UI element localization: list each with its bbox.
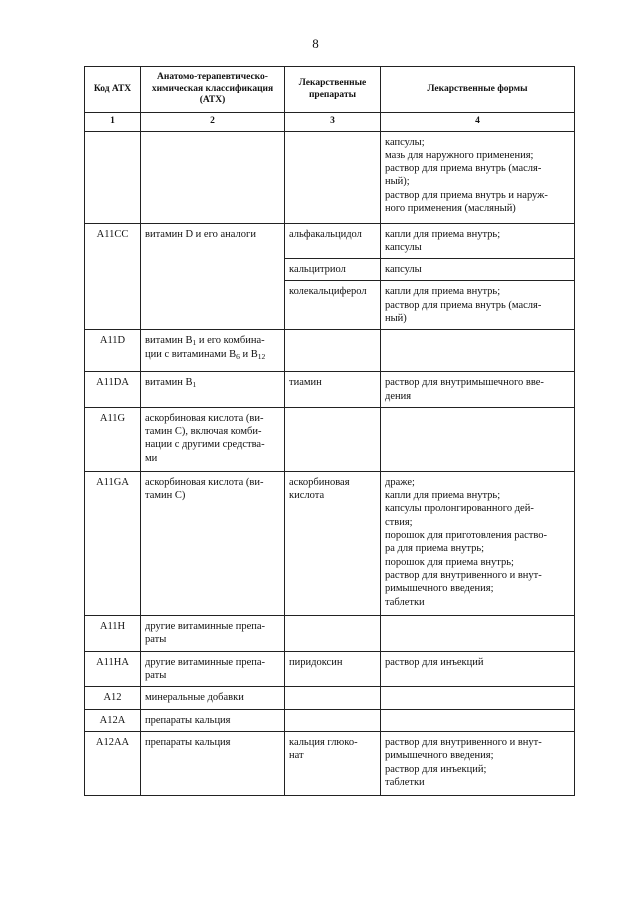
dosage-forms-cell: капли для приема внутрь; капсулы	[381, 223, 575, 259]
header-drugs: Лекарственные препараты	[285, 67, 381, 113]
atx-code-cell: A11GA	[85, 471, 141, 615]
classification-cell: аскорбиновая кислота (ви- тамин С)	[141, 471, 285, 615]
table-row	[85, 651, 575, 687]
drug-cell: альфакальцидол	[285, 223, 381, 259]
dosage-forms-cell	[381, 407, 575, 471]
dosage-forms-cell: драже; капли для приема внутрь; капсулы пролонгированного дей- ствия; порошок для приготовления раство- ра для приема внутрь; порошок для приема внутрь; раствор для внутривенного и внут- римышечного введения; таблетки	[381, 471, 575, 615]
subscript-text: 6	[236, 351, 240, 361]
table-row	[85, 223, 575, 259]
drug-cell	[285, 330, 381, 372]
classification-cell: препараты кальция	[141, 709, 285, 731]
dosage-forms-cell: капсулы	[381, 259, 575, 281]
subscript-text: 1	[192, 380, 197, 390]
drug-cell: тиамин	[285, 372, 381, 408]
dosage-forms-cell	[381, 330, 575, 372]
table-row	[85, 330, 575, 372]
table-row	[85, 709, 575, 731]
table-body	[85, 131, 575, 796]
column-number: 2	[141, 113, 285, 132]
classification-cell: другие витаминные препа- раты	[141, 615, 285, 651]
dosage-forms-cell: капли для приема внутрь; раствор для приема внутрь (масля- ный)	[381, 281, 575, 330]
dosage-forms-cell: раствор для внутривенного и внут- римышечного введения; раствор для инъекций; таблетки	[381, 732, 575, 796]
dosage-forms-cell: раствор для внутримышечного вве- дения	[381, 372, 575, 408]
drug-cell: колекальциферол	[285, 281, 381, 330]
table-row	[85, 131, 575, 223]
classification-text: и B	[239, 348, 258, 360]
atx-code-cell: A11DA	[85, 372, 141, 408]
drug-cell	[285, 407, 381, 471]
drug-cell	[285, 709, 381, 731]
classification-cell	[141, 372, 285, 408]
atx-code-cell: A11HA	[85, 651, 141, 687]
drug-cell: кальция глюко- нат	[285, 732, 381, 796]
column-number-row	[85, 113, 575, 132]
atx-code-cell: A12AA	[85, 732, 141, 796]
classification-cell: другие витаминные препа- раты	[141, 651, 285, 687]
column-number: 1	[85, 113, 141, 132]
atx-code-cell	[85, 131, 141, 223]
dosage-forms-cell	[381, 709, 575, 731]
classification-text: витамин B	[145, 335, 193, 347]
atx-code-cell: A11D	[85, 330, 141, 372]
table-row	[85, 407, 575, 471]
dosage-forms-cell	[381, 615, 575, 651]
drug-cell: кальцитриол	[285, 259, 381, 281]
atx-classification-table	[84, 66, 575, 796]
subscript-text: 12	[257, 351, 266, 361]
column-number: 4	[381, 113, 575, 132]
dosage-forms-cell	[381, 687, 575, 709]
classification-cell: препараты кальция	[141, 732, 285, 796]
atx-code-cell: A12A	[85, 709, 141, 731]
classification-cell: минеральные добавки	[141, 687, 285, 709]
drug-cell	[285, 615, 381, 651]
classification-cell: аскорбиновая кислота (ви- тамин С), включая комби- нации с другими средства- ми	[141, 407, 285, 471]
dosage-forms-cell: раствор для инъекций	[381, 651, 575, 687]
classification-cell	[141, 131, 285, 223]
table-row	[85, 732, 575, 796]
header-code: Код АТХ	[85, 67, 141, 113]
atx-code-cell: A12	[85, 687, 141, 709]
dosage-forms-cell: капсулы; мазь для наружного применения; раствор для приема внутрь (масля- ный); раствор для приема внутрь и наруж- ного применения (масляный)	[381, 131, 575, 223]
column-number: 3	[285, 113, 381, 132]
table-row	[85, 615, 575, 651]
header-forms: Лекарственные формы	[381, 67, 575, 113]
drug-cell	[285, 131, 381, 223]
table-header-row	[85, 67, 575, 113]
header-classification: Анатомо-терапевтическо-химическая классификация (АТХ)	[141, 67, 285, 113]
atx-code-cell: A11H	[85, 615, 141, 651]
classification-text: витамин B	[145, 377, 193, 389]
drug-cell: пиридоксин	[285, 651, 381, 687]
atx-code-cell: A11CC	[85, 223, 141, 330]
classification-cell: витамин D и его аналоги	[141, 223, 285, 330]
subscript-text: 1	[192, 338, 197, 348]
drug-cell: аскорбиновая кислота	[285, 471, 381, 615]
classification-cell	[141, 330, 285, 372]
classification-text: и его комбина- ции с витаминами B	[145, 335, 265, 360]
page-number: 8	[312, 36, 319, 51]
atx-code-cell: A11G	[85, 407, 141, 471]
table-row	[85, 372, 575, 408]
drug-cell	[285, 687, 381, 709]
table-row	[85, 471, 575, 615]
table-row	[85, 687, 575, 709]
